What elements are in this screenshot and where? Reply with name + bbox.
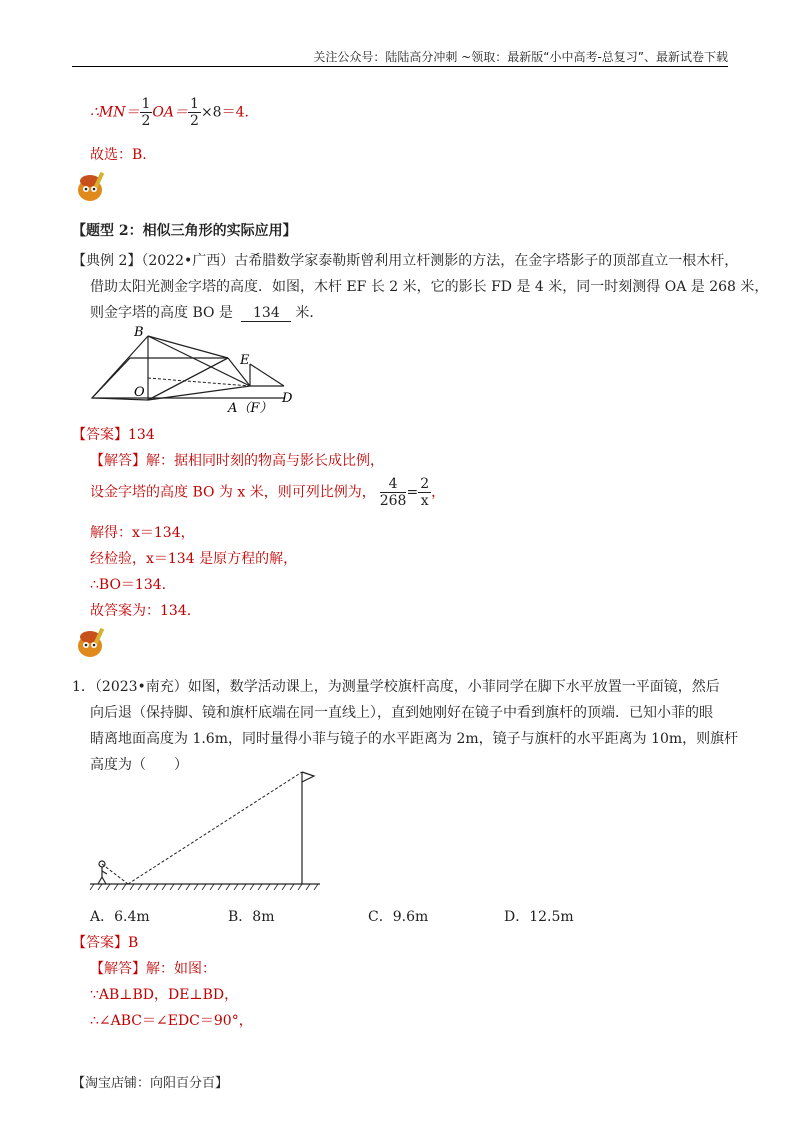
header-divider xyxy=(72,66,728,67)
equation-left: $\frac{4}{268}$ xyxy=(379,476,407,509)
example2-final: 故答案为：134. xyxy=(90,603,192,619)
problem1-analysis: 【解答】解：如图： xyxy=(90,961,216,977)
problem1-answer: 【答案】B xyxy=(72,935,139,951)
flagpole-figure xyxy=(86,766,326,896)
prev-formula xyxy=(90,96,249,129)
times-eight: ×8 xyxy=(200,104,222,121)
example2-line1: 【典例 2】（2022•广西）古希腊数学家泰勒斯曾利用立杆测影的方法，在金字塔影子的顶部直立一根木杆， xyxy=(72,253,739,269)
prev-choice: 故选：B. xyxy=(90,147,147,163)
answer-blank: 134 xyxy=(241,305,291,322)
example2-answer: 【答案】134 xyxy=(72,427,155,443)
problem1-line1: 1．（2023•南充）如图，数学活动课上，为测量学校旗杆高度，小菲同学在脚下水平放置一平面镜，然后 xyxy=(72,679,720,695)
section-title: 【题型 2：相似三角形的实际应用】 xyxy=(72,223,297,239)
example2-setup: 设金字塔的高度 BO 为 x 米，则可列比例为， $\frac{4}{268}$ = $\frac{2}{x}$ ， xyxy=(90,476,446,509)
option-c: C．9.6m xyxy=(368,909,429,925)
equation-right: $\frac{2}{x}$ xyxy=(420,476,430,509)
example2-analysis: 【解答】解：据相同时刻的物高与影长成比例， xyxy=(90,453,384,469)
fraction-half-1: $\frac{1}{2}$ xyxy=(141,96,151,129)
pyramid-figure xyxy=(88,322,308,414)
oa-label: OA＝ xyxy=(152,104,189,121)
problem1-therefore: ∴∠ABC＝∠EDC＝90°， xyxy=(90,1013,253,1029)
problem1-because: ∵AB⊥BD，DE⊥BD， xyxy=(90,987,239,1003)
mn-prefix: ∴MN＝ xyxy=(90,104,140,121)
page-footer: 【淘宝店铺：向阳百分百】 xyxy=(72,1076,229,1091)
label-b: B xyxy=(134,325,144,340)
problem1-line3: 睛离地面高度为 1.6m，同时量得小菲与镜子的水平距离为 2m，镜子与旗杆的水平距离为 10m，则旗杆 xyxy=(90,731,739,747)
prev-result: ＝4. xyxy=(221,104,249,121)
label-e: E xyxy=(240,353,250,368)
mascot-icon xyxy=(72,168,108,204)
example2-therefore: ∴BO＝134. xyxy=(90,577,167,593)
option-d: D．12.5m xyxy=(504,909,574,925)
mascot-icon xyxy=(72,624,108,660)
label-af: A（F） xyxy=(228,401,273,414)
example2-check: 经检验，x＝134 是原方程的解， xyxy=(90,551,298,567)
option-b: B．8m xyxy=(228,909,275,925)
example2-solve: 解得：x＝134， xyxy=(90,525,195,541)
problem1-line4: 高度为（ ） xyxy=(90,757,188,773)
page-header: 关注公众号：陆陆高分冲刺 ~领取：最新版“小中高考-总复习”、最新试卷下载 xyxy=(313,50,728,64)
equation-equals: = xyxy=(406,484,419,501)
example2-line3: 则金字塔的高度 BO 是 134 米． xyxy=(90,305,324,321)
fraction-half-2: $\frac{1}{2}$ xyxy=(190,96,199,129)
problem1-line2: 向后退（保持脚、镜和旗杆底端在同一直线上），直到她刚好在镜子中看到旗杆的顶端．已知小菲的眼 xyxy=(90,705,713,721)
option-a: A．6.4m xyxy=(90,909,150,925)
label-o: O xyxy=(134,385,145,400)
label-d: D xyxy=(282,391,293,406)
example2-line2: 借助太阳光测金字塔的高度．如图，木杆 EF 长 2 米，它的影长 FD 是 4 米，同一时刻测得 OA 是 268 米， xyxy=(90,279,769,295)
